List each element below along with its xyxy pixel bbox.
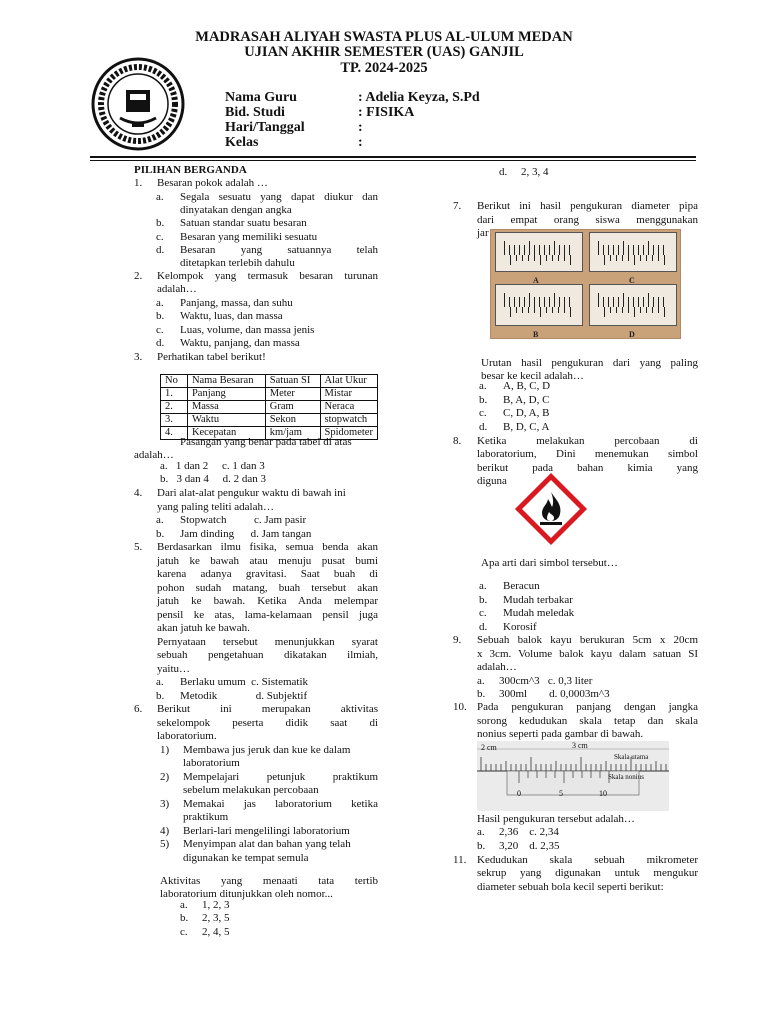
teacher-value: : Adelia Keyza, S.Pd <box>358 90 480 105</box>
date-label: Hari/Tanggal <box>225 120 305 135</box>
label-c: C <box>629 276 635 285</box>
vernier-reading-b <box>495 284 583 326</box>
section-title: PILIHAN BERGANDA <box>134 164 247 176</box>
vernier-reading-c <box>589 232 677 272</box>
subject-value: : FISIKA <box>358 105 415 120</box>
label-b: B <box>533 330 539 339</box>
date-value: : <box>358 120 363 135</box>
header-rule-thin <box>90 160 696 161</box>
vernier-caliper-image: 2 cm 3 cm Skala utama Skala nonius 0 5 10 <box>477 741 669 811</box>
label-d: D <box>629 330 635 339</box>
class-value: : <box>358 135 363 150</box>
header-rule-thick <box>90 156 696 158</box>
exam-title: UJIAN AKHIR SEMESTER (UAS) GANJIL <box>244 44 524 60</box>
table-row: 4. Kecepatan km/jam Spidometer <box>161 427 378 440</box>
label-a: A <box>533 276 539 285</box>
q6-option-d: 2, 3, 4 <box>521 166 549 178</box>
school-name: MADRASAH ALIYAH SWASTA PLUS AL-ULUM MEDAN <box>195 29 573 45</box>
q6-option-d-letter: d. <box>499 166 508 178</box>
measurement-table <box>160 374 378 440</box>
table-row: 1. Panjang Meter Mistar <box>161 388 378 401</box>
flammable-hazard-icon <box>514 472 588 546</box>
table-row: 3. Waktu Sekon stopwatch <box>161 414 378 427</box>
class-label: Kelas <box>225 135 259 150</box>
subject-label: Bid. Studi <box>225 105 285 120</box>
vernier-reading-d <box>589 284 677 326</box>
academic-year: TP. 2024-2025 <box>340 60 428 76</box>
vernier-reading-a <box>495 232 583 272</box>
teacher-label: Nama Guru <box>225 90 297 105</box>
table-row: 2. Massa Gram Neraca <box>161 401 378 414</box>
table-header-row: No Nama Besaran Satuan SI Alat Ukur <box>161 375 378 388</box>
